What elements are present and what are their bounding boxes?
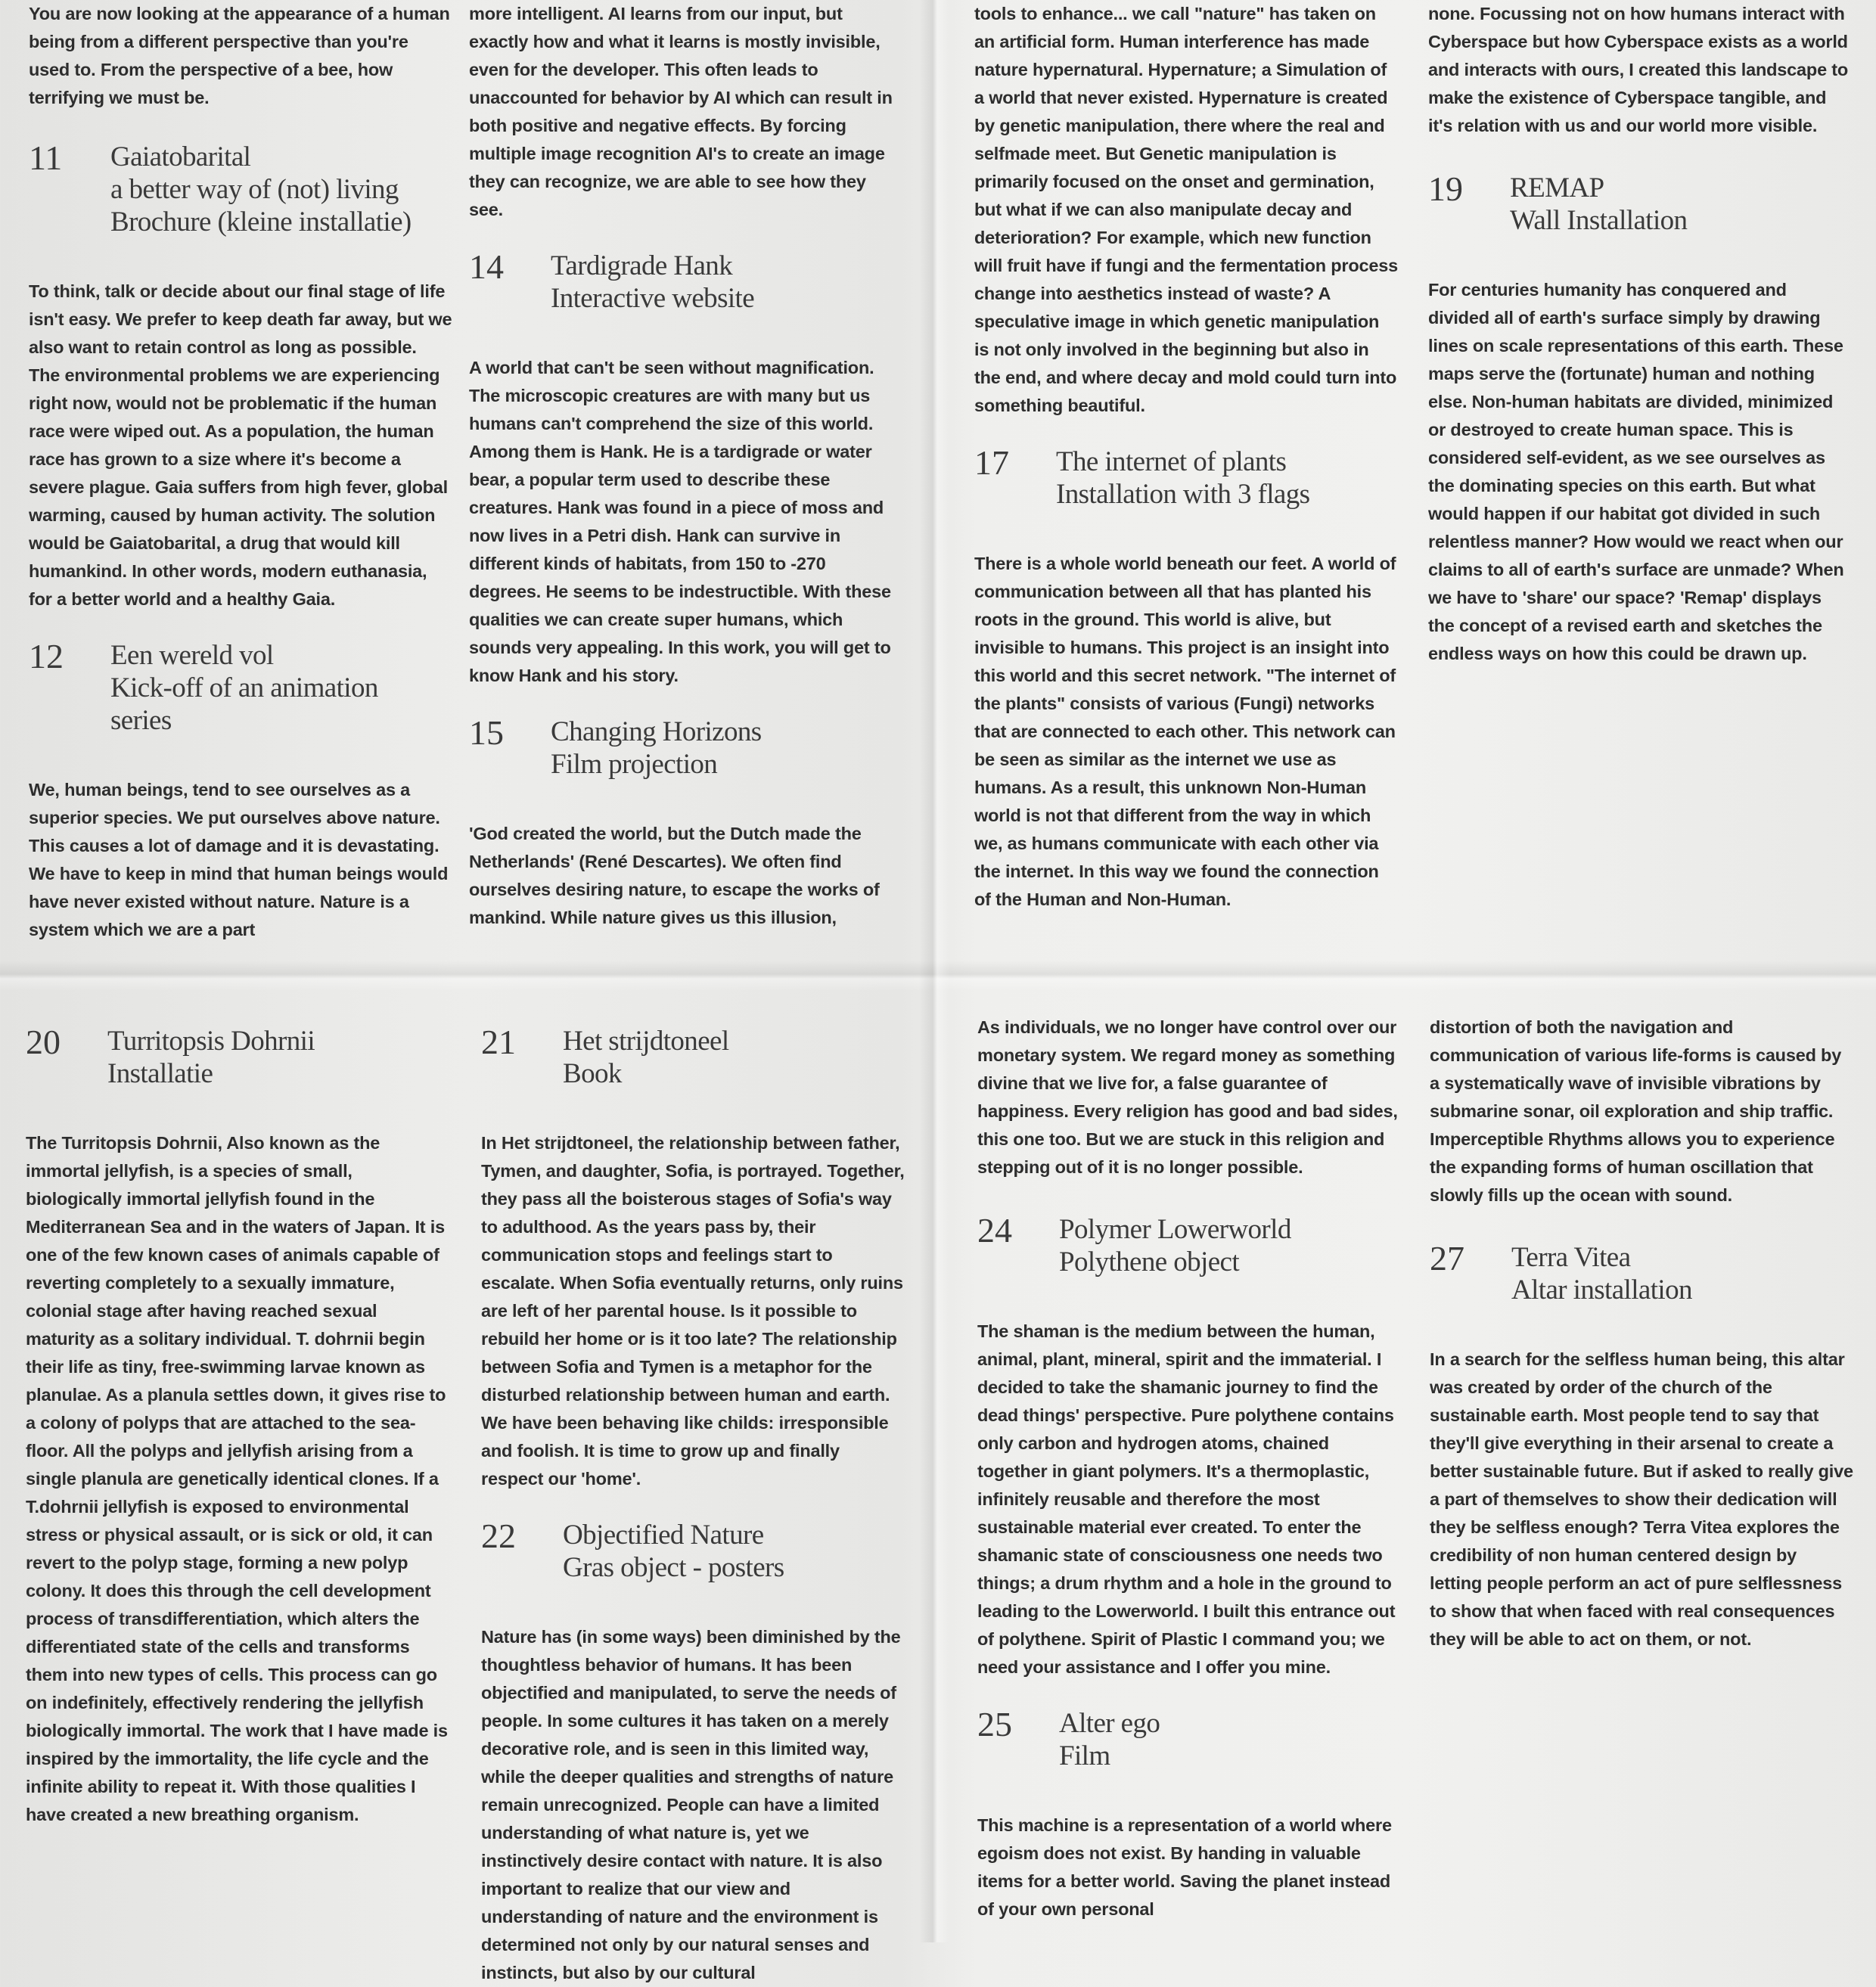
project-number: 25 bbox=[977, 1705, 1012, 1743]
project-24-heading bbox=[977, 1213, 1401, 1278]
paper-fold-vertical bbox=[919, 0, 949, 1942]
project-title: Gaiatobarital bbox=[110, 141, 251, 172]
column-1-top bbox=[29, 0, 452, 944]
project-number: 21 bbox=[481, 1023, 516, 1061]
intro-paragraph: more intelligent. AI learns from our input, but exactly how and what it learns is mostly invisible, even for the developer. This often leads to unaccounted for behavior by AI which can result in both positive and negative effects. By forcing multiple image recognition AI's to create an image they can recognize, we are able to see how they see. bbox=[469, 4, 893, 219]
project-20-heading bbox=[26, 1025, 449, 1090]
project-subtitle: Gras object - posters bbox=[563, 1552, 784, 1583]
project-15-heading bbox=[469, 713, 893, 781]
project-title: The internet of plants bbox=[1056, 446, 1287, 477]
project-number: 14 bbox=[469, 247, 504, 286]
project-15-body: 'God created the world, but the Dutch made the Netherlands' (René Descartes). We often find ourselves desiring nature, to escape the works of mankind. While nature gives us this illusion, bbox=[469, 824, 880, 927]
intro-paragraph: You are now looking at the appearance of a human being from a different perspective than you're used to. From the perspective of a bee, how terrifying we must be. bbox=[29, 4, 450, 107]
project-subtitle: Polythene object bbox=[1059, 1247, 1240, 1278]
project-subtitle: Kick-off of an animation bbox=[110, 672, 378, 703]
project-14-heading bbox=[469, 247, 893, 315]
project-number: 20 bbox=[26, 1023, 61, 1061]
project-subtitle: Film bbox=[1059, 1740, 1110, 1771]
project-number: 12 bbox=[29, 637, 64, 675]
project-21-heading bbox=[481, 1025, 905, 1090]
project-22-heading bbox=[481, 1519, 905, 1584]
project-subtitle: Installatie bbox=[107, 1058, 213, 1089]
intro-paragraph: distortion of both the navigation and communication of various life-forms is caused by a systematically wave of invisible vibrations by submarine sonar, oil exploration and ship traffic. Imperceptible Rhythms allows you to experience the expanding forms of human oscillation that slowly fills up the ocean with sound. bbox=[1430, 1017, 1842, 1205]
column-4-bottom bbox=[1430, 1014, 1853, 1653]
project-11-body: To think, talk or decide about our final stage of life isn't easy. We prefer to keep death far away, but we also want to retain control as long as possible. The environmental problems we are experiencing right now, would not be problematic if the human race were wiped out. As a population, the human race has grown to a size where it's become a severe plague. Gaia suffers from high fever, global warming, caused by human activity. The solution would be Gaiatobarital, a drug that would kill humankind. In other words, modern euthanasia, for a better world and a healthy Gaia. bbox=[29, 281, 452, 609]
project-25-body: This machine is a representation of a world where egoism does not exist. By handing in valuable items for a better world. Saving the planet instead of your own personal bbox=[977, 1815, 1392, 1919]
project-subtitle: Altar installation bbox=[1511, 1274, 1692, 1306]
project-22-body: Nature has (in some ways) been diminished by the thoughtless behavior of humans. It has been objectified and manipulated, to serve the needs of people. In some cultures it has taken on a merely decorative role, and is seen in this limited way, while the deeper qualities and strengths of nature remain unrecognized. People can have a limited understanding of what nature is, yet we instinctively desire contact with nature. It is also important to realize that our view and understanding of nature and the environment is determined not only by our natural senses and instincts, but also by our cultural bbox=[481, 1627, 901, 1982]
project-title: Objectified Nature bbox=[563, 1520, 764, 1551]
project-27-heading bbox=[1430, 1241, 1853, 1306]
project-subtitle: Book bbox=[563, 1058, 622, 1089]
project-title: REMAP bbox=[1510, 172, 1604, 203]
project-title: Changing Horizons bbox=[551, 716, 762, 747]
project-12-body: We, human beings, tend to see ourselves as a superior species. We put ourselves above nature. This causes a lot of damage and it is devastating. We have to keep in mind that human beings would have never existed without nature. Nature is a system which we are a part bbox=[29, 780, 449, 939]
project-subtitle: a better way of (not) living bbox=[110, 174, 399, 205]
project-20-body: The Turritopsis Dohrnii, Also known as the immortal jellyfish, is a species of small, biologically immortal jellyfish found in the Mediterranean Sea and in the waters of Japan. It is one of the few known cases of animals capable of reverting completely to a sexually immature, colonial stage after having reached sexual maturity as a solitary individual. T. dohrnii begin their life as tiny, free-swimming larvae known as planulae. As a planula settles down, it gives rise to a colony of polyps that are attached to the sea-floor. All the polyps and jellyfish arising from a single planula are genetically identical clones. If a T.dohrnii jellyfish is exposed to environmental stress or physical assault, or is sick or old, it can revert to the polyp stage, forming a new polyp colony. It does this through the cell development process of transdifferentiation, which alters the differentiated state of the cells and transforms them into new types of cells. This process can go on indefinitely, effectively rendering the jellyfish biologically immortal. The work that I have made is inspired by the immortality, the life cycle and the infinite ability to repeat it. With those qualities I have created a new breathing organism. bbox=[26, 1133, 448, 1824]
project-number: 11 bbox=[29, 138, 63, 177]
project-title: Een wereld vol bbox=[110, 640, 274, 671]
project-12-heading bbox=[29, 639, 452, 737]
project-27-body: In a search for the selfless human being, this altar was created by order of the church of the sustainable earth. Most people tend to say that they'll give everything in their arsenal to create a better sustainable future. But if asked to really give a part of themselves to show their dedication will they be selfless enough? Terra Vitea explores the credibility of non human centered design by letting people perform an act of pure selflessness to show that when faced with real consequences they will be able to act on them, or not. bbox=[1430, 1349, 1853, 1649]
project-21-body: In Het strijdtoneel, the relationship between father, Tymen, and daughter, Sofia, is portrayed. Together, they pass all the boisterous stages of Sofia's way to adulthood. As the years pass by, their communication stops and feelings start to escalate. When Sofia eventually returns, only ruins are left of her parental house. Is it possible to rebuild her home or is it too late? The relationship between Sofia and Tymen is a metaphor for the disturbed relationship between human and earth. We have been behaving like childs: irresponsible and foolish. It is time to grow up and finally respect our 'home'. bbox=[481, 1133, 905, 1489]
project-subtitle: Wall Installation bbox=[1510, 205, 1688, 236]
project-17-body: There is a whole world beneath our feet. A world of communication between all that has planted his roots in the ground. This world is alive, but invisible to humans. This project is an insight into this world and this secret network. "The internet of the plants" consists of various (Fungi) networks that are connected to each other. This network can be seen as similar as the internet we use as humans. As a result, this unknown Non-Human world is not that different from the way in which we, as humans communicate with each other via the internet. In this way we found the connection of the Human and Non-Human. bbox=[974, 554, 1396, 909]
project-19-heading bbox=[1428, 169, 1852, 237]
project-14-body: A world that can't be seen without magnification. The microscopic creatures are with many but us humans can't comprehend the size of this world. Among them is Hank. He is a tardigrade or water bear, a popular term used to describe these creatures. Hank was found in a piece of moss and now lives in a Petri dish. Hank can survive in different kinds of habitats, from 150 to -270 degrees. He seems to be indestructible. With these qualities we can create super humans, which sounds very appealing. In this work, you will get to know Hank and his story. bbox=[469, 358, 891, 685]
project-title: Terra Vitea bbox=[1511, 1242, 1631, 1273]
project-number: 15 bbox=[469, 713, 504, 752]
column-4-top bbox=[1428, 0, 1852, 668]
intro-paragraph: tools to enhance... we call "nature" has taken on an artificial form. Human interference has made nature hypernatural. Hypernature; a Simulation of a world that never existed. Hypernature is created by genetic manipulation, there where the real and selfmade meet. But Genetic manipulation is primarily focused on the onset and germination, but what if we can also manipulate decay and deterioration? For example, which new function will fruit have if fungi and the fermentation process change into aesthetics instead of waste? A speculative image in which genetic manipulation is not only involved in the beginning but also in the end, and where decay and mold could turn into something beautiful. bbox=[974, 4, 1398, 415]
project-title: Turritopsis Dohrnii bbox=[107, 1026, 315, 1057]
column-2-bottom bbox=[481, 1025, 905, 1987]
project-title: Het strijdtoneel bbox=[563, 1026, 729, 1057]
project-subtitle: Film projection bbox=[551, 749, 718, 780]
project-number: 19 bbox=[1428, 169, 1463, 208]
project-number: 27 bbox=[1430, 1239, 1464, 1278]
column-3-bottom bbox=[977, 1014, 1401, 1923]
project-17-heading bbox=[974, 443, 1398, 511]
project-19-body: For centuries humanity has conquered and divided all of earth's surface simply by drawing lines on scale representations of this earth. These maps serve the (fortunate) human and nothing else. Non-human habitats are divided, minimized or destroyed to create human space. This is considered self-evident, as we see ourselves as the dominating species on this earth. But what would happen if our habitat got divided in such relentless manner? How would we react when our claims to all of earth's surface are unmade? When we have to 'share' our space? 'Remap' displays the concept of a revised earth and sketches the endless ways on how this could be drawn up. bbox=[1428, 280, 1844, 663]
project-title: Alter ego bbox=[1059, 1708, 1160, 1739]
column-2-top bbox=[469, 0, 893, 932]
project-number: 22 bbox=[481, 1517, 516, 1555]
project-subtitle-continued: series bbox=[110, 705, 172, 736]
project-type: Brochure (kleine installatie) bbox=[110, 206, 412, 238]
project-25-heading bbox=[977, 1707, 1401, 1772]
project-24-body: The shaman is the medium between the human, animal, plant, mineral, spirit and the immaterial. I decided to take the shamanic journey to find the dead things' perspective. Pure polythene contains only carbon and hydrogen atoms, chained together in giant polymers. It's a thermoplastic, infinitely reusable and therefore the most sustainable material ever created. To enter the shamanic state of consciousness one needs two things; a drum rhythm and a hole in the ground to leading to the Lowerworld. I built this entrance out of polythene. Spirit of Plastic I command you; we need your assistance and I offer you mine. bbox=[977, 1321, 1396, 1677]
project-title: Tardigrade Hank bbox=[551, 250, 733, 281]
project-title: Polymer Lowerworld bbox=[1059, 1214, 1291, 1245]
intro-paragraph: none. Focussing not on how humans interact with Cyberspace but how Cyberspace exists as a world and interacts with ours, I created this landscape to make the existence of Cyberspace tangible, and it's relation with us and our world more visible. bbox=[1428, 4, 1849, 135]
project-subtitle: Installation with 3 flags bbox=[1056, 479, 1310, 510]
column-1-bottom bbox=[26, 1025, 449, 1829]
project-number: 24 bbox=[977, 1211, 1012, 1250]
project-subtitle: Interactive website bbox=[551, 283, 755, 314]
column-3-top bbox=[974, 0, 1398, 914]
intro-paragraph: As individuals, we no longer have control over our monetary system. We regard money as something divine that we live for, a false guarantee of happiness. Every religion has good and bad sides, this one too. But we are stuck in this religion and stepping out of it is no longer possible. bbox=[977, 1017, 1398, 1177]
project-number: 17 bbox=[974, 443, 1009, 482]
project-11-heading bbox=[29, 138, 452, 238]
